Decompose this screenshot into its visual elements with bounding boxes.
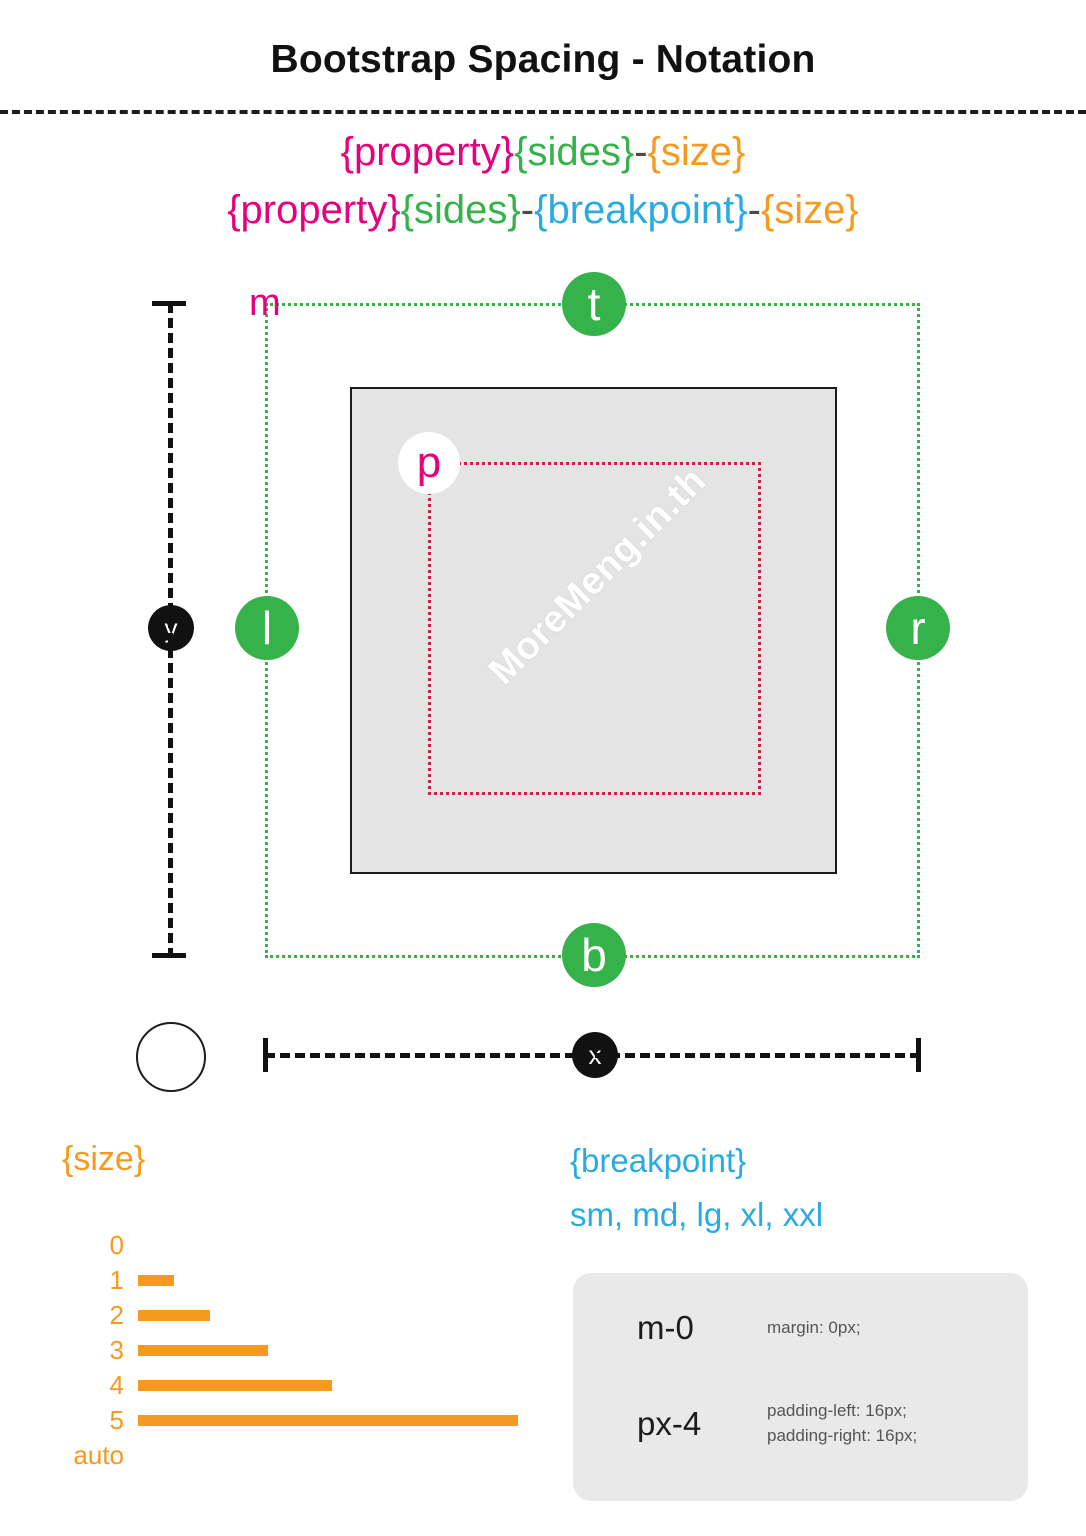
notation-token-sides: {sides} bbox=[400, 188, 521, 232]
notation-token-dash: - bbox=[520, 188, 535, 232]
size-legend-row bbox=[62, 1333, 582, 1368]
side-badge-top: t bbox=[562, 272, 626, 336]
side-badge-blank bbox=[136, 1022, 206, 1092]
margin-label: m bbox=[249, 282, 281, 324]
size-legend-label: auto bbox=[73, 1440, 124, 1470]
example-class-name: px-4 bbox=[637, 1404, 702, 1442]
y-axis-cap-top bbox=[152, 301, 186, 306]
notation-token-size: {size} bbox=[647, 130, 746, 174]
size-legend-label: 2 bbox=[109, 1300, 124, 1330]
size-legend-label: 5 bbox=[109, 1405, 124, 1435]
y-axis-cap-bottom bbox=[152, 953, 186, 958]
size-legend-row bbox=[62, 1298, 582, 1333]
size-legend-row bbox=[62, 1228, 582, 1263]
example-css-rule: margin: 0px; bbox=[767, 1317, 861, 1337]
side-badge-x: x bbox=[572, 1032, 618, 1078]
size-legend-row bbox=[62, 1438, 582, 1473]
example-class-name: m-0 bbox=[637, 1309, 694, 1346]
notation-token-dash: - bbox=[634, 130, 648, 174]
notation-token-property: {property} bbox=[340, 130, 515, 174]
padding-label: p bbox=[398, 432, 460, 494]
watermark: MoreMeng.in.th bbox=[481, 459, 715, 693]
side-badge-y: y bbox=[148, 605, 194, 651]
example-panel bbox=[573, 1273, 1028, 1501]
example-row bbox=[637, 1309, 861, 1347]
page-title: Bootstrap Spacing - Notation bbox=[270, 38, 816, 81]
notation-token-property: {property} bbox=[227, 188, 401, 232]
y-axis-line bbox=[168, 303, 173, 958]
breakpoint-legend-values: sm, md, lg, xl, xxl bbox=[570, 1196, 824, 1233]
size-legend-bar bbox=[138, 1275, 174, 1286]
size-legend-list bbox=[62, 1228, 582, 1473]
size-legend-label: 1 bbox=[109, 1265, 124, 1295]
size-legend-bar bbox=[138, 1345, 268, 1356]
example-row bbox=[637, 1399, 917, 1448]
size-legend-bar bbox=[138, 1380, 332, 1391]
x-axis-line bbox=[265, 1053, 920, 1058]
size-legend-title: {size} bbox=[62, 1140, 146, 1178]
side-badge-left: l bbox=[235, 596, 299, 660]
notation-token-dash: - bbox=[747, 188, 761, 232]
size-legend-label: 0 bbox=[109, 1230, 124, 1260]
size-legend-row bbox=[62, 1368, 582, 1403]
x-axis-cap-left bbox=[263, 1038, 268, 1072]
size-legend-bar bbox=[138, 1310, 210, 1321]
side-badge-right: r bbox=[886, 596, 950, 660]
notation-token-breakpoint: {breakpoint} bbox=[534, 188, 748, 232]
size-legend-row bbox=[62, 1403, 582, 1438]
size-legend-label: 4 bbox=[109, 1370, 124, 1400]
padding-box bbox=[428, 462, 761, 795]
x-axis-cap-right bbox=[916, 1038, 921, 1072]
example-css-rule: padding-left: 16px; padding-right: 16px; bbox=[767, 1401, 918, 1445]
notation-token-sides: {sides} bbox=[514, 130, 635, 174]
breakpoint-legend-title: {breakpoint} bbox=[570, 1142, 747, 1179]
side-badge-bottom: b bbox=[562, 923, 626, 987]
notation-token-size: {size} bbox=[760, 188, 859, 232]
size-legend-bar bbox=[138, 1415, 518, 1426]
size-legend-row bbox=[62, 1263, 582, 1298]
size-legend-label: 3 bbox=[109, 1335, 124, 1365]
